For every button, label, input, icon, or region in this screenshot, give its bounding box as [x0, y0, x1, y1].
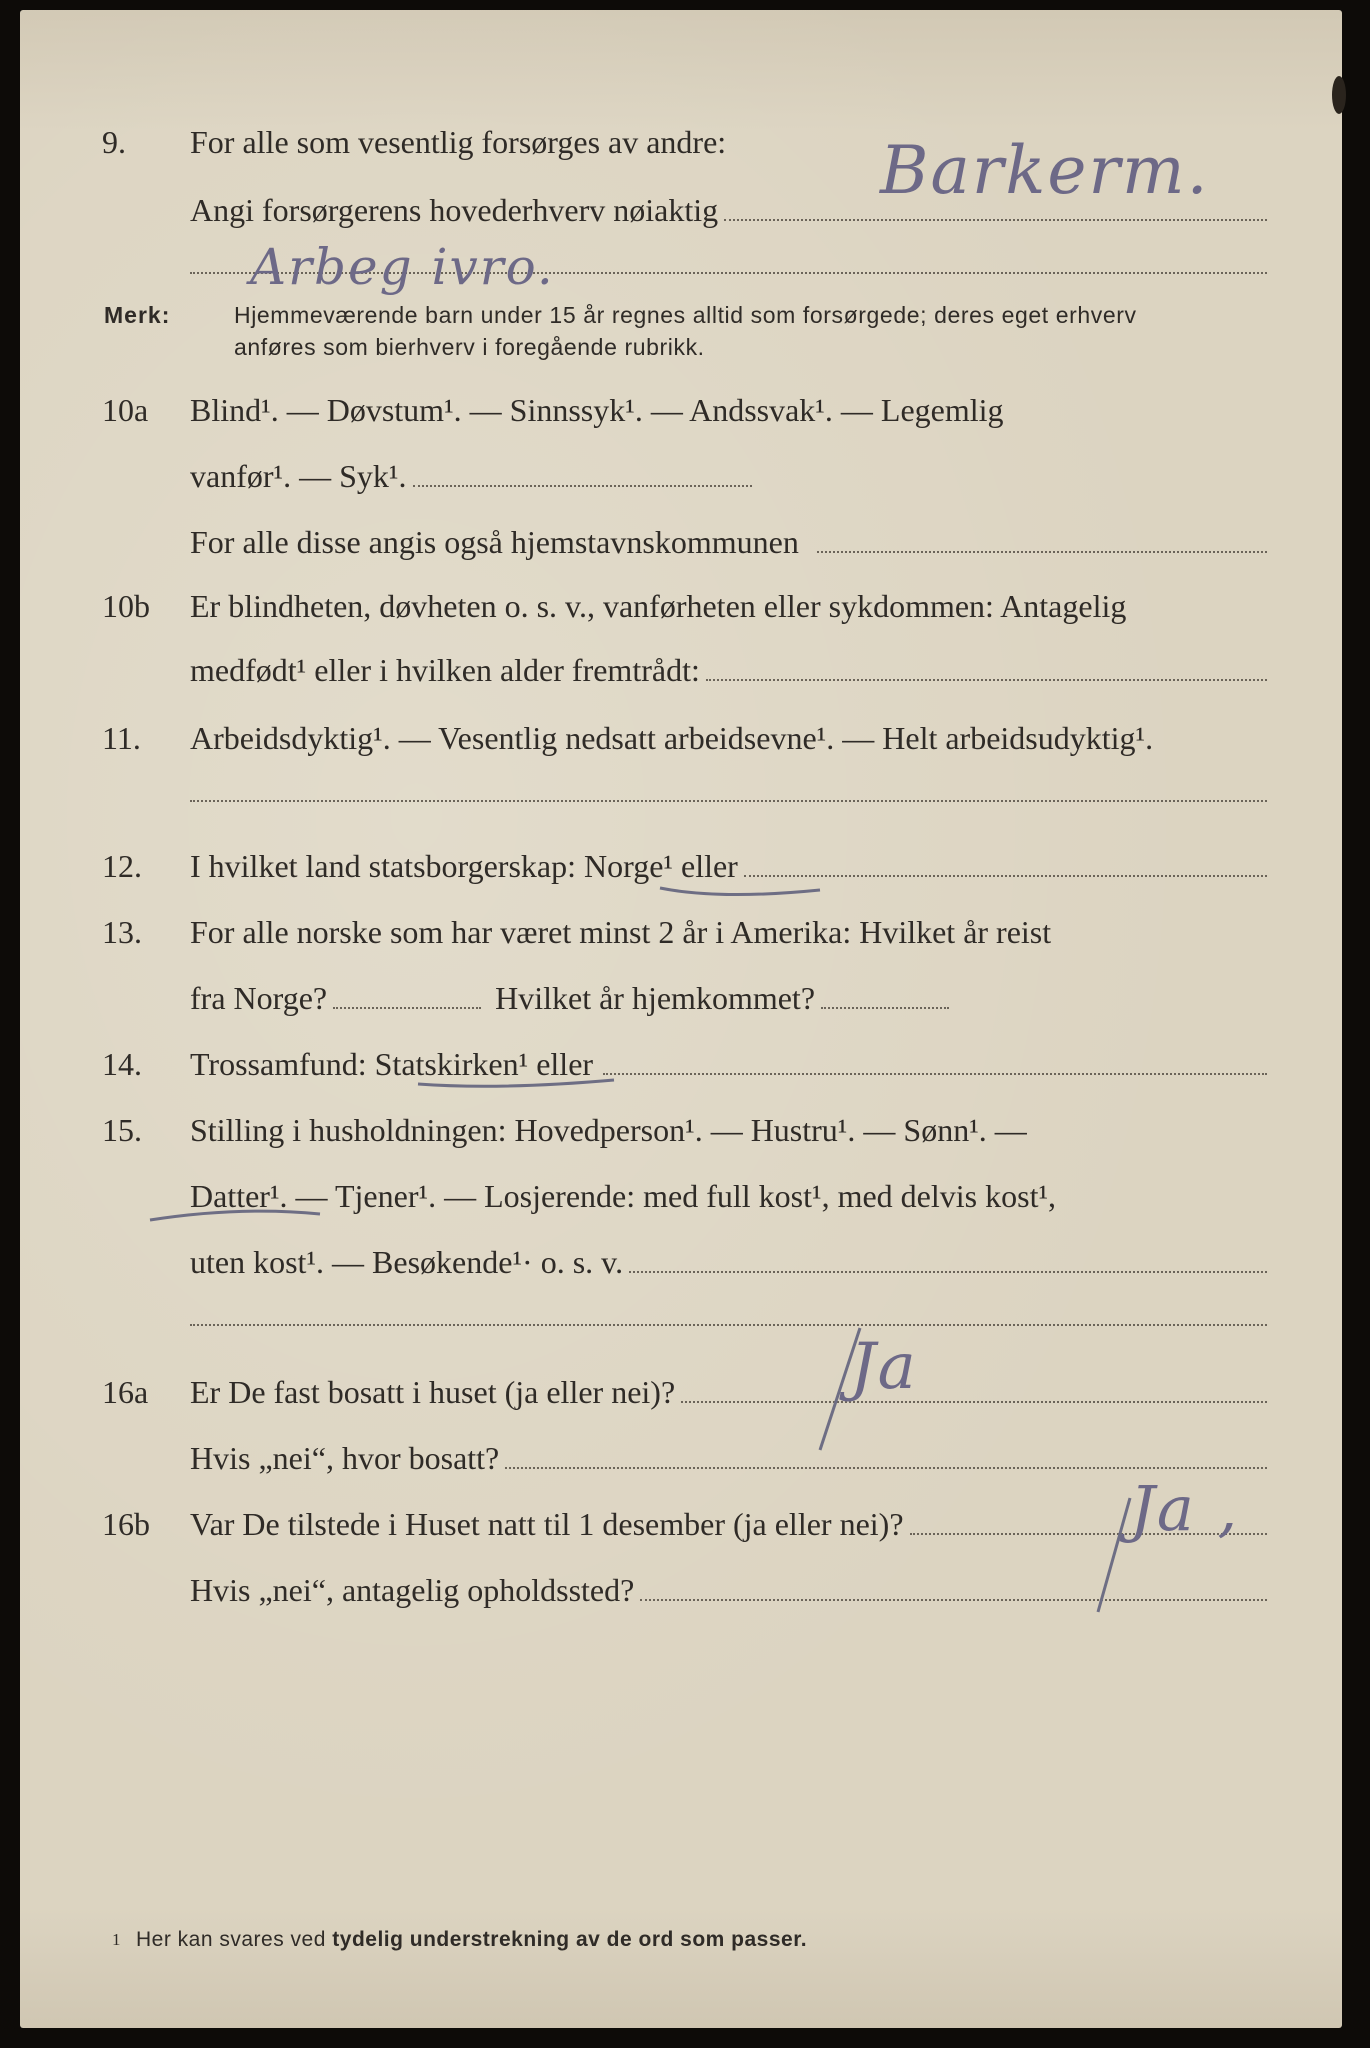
item-12-number: 12. — [102, 848, 142, 884]
underline-norge — [660, 888, 820, 895]
item-15-text-3: uten kost¹. — Besøkende¹· o. s. v. — [190, 1244, 624, 1280]
note-text-1: Hjemmeværende barn under 15 år regnes alltid som forsørgede; deres eget erhverv — [234, 302, 1137, 328]
item-16b-number: 16b — [102, 1506, 150, 1542]
ink-blot — [1332, 76, 1346, 114]
note-text-2: anføres som bierhverv i foregående rubrikk. — [234, 334, 705, 360]
footnote-text — [136, 1928, 807, 1952]
pencil-stroke-16b — [1098, 1498, 1130, 1612]
item-16b-text-1: Var De tilstede i Huset natt til 1 desember (ja eller nei)? — [190, 1506, 904, 1542]
item-13-text-3: Hvilket år hjemkommet? — [495, 980, 816, 1016]
item-10a-text-1: Blind¹. — Døvstum¹. — Sinnssyk¹. — Andssvak¹. — Legemlig — [190, 392, 1004, 428]
item-10b-text-1: Er blindheten, døvheten o. s. v., vanførheten eller sykdommen: Antagelig — [190, 588, 1127, 624]
item-12-text-1: I hvilket land statsborgerskap: Norge¹ eller — [190, 848, 738, 884]
item-15-text-2: Datter¹. — Tjener¹. — Losjerende: med full kost¹, med delvis kost¹, — [190, 1178, 1057, 1214]
item-11-number: 11. — [102, 720, 141, 756]
item-9-handwriting-1: Barkerm. — [880, 132, 1210, 209]
item-10a-text-2: vanfør¹. — Syk¹. — [190, 458, 407, 494]
item-16a-handwriting: Ja — [850, 1330, 918, 1404]
item-16b-handwriting: Ja , — [1130, 1472, 1240, 1545]
item-10b-number: 10b — [102, 588, 150, 624]
census-form-page — [20, 10, 1342, 2028]
note-label: Merk: — [104, 302, 171, 328]
item-16a-number: 16a — [102, 1374, 149, 1410]
item-9-text-1: For alle som vesentlig forsørges av andre: — [190, 124, 727, 160]
footnote-text-2: tydelig understrekning av de ord som passer. — [332, 1928, 808, 1951]
item-14-text-1: Trossamfund: Statskirken¹ eller — [190, 1046, 594, 1082]
item-13-text-1: For alle norske som har været minst 2 år i Amerika: Hvilket år reist — [190, 914, 1052, 950]
item-15-text-1: Stilling i husholdningen: Hovedperson¹. — Hustru¹. — Sønn¹. — — [190, 1112, 1027, 1148]
footnote-text-1: Her kan svares ved — [136, 1928, 326, 1951]
item-9-handwriting-2: Arbeg ivro. — [250, 238, 555, 296]
item-10b-text-2: medfødt¹ eller i hvilken alder fremtrådt: — [190, 652, 700, 688]
item-9-text-2: Angi forsørgerens hovederhverv nøiaktig — [190, 192, 719, 228]
item-13-text-2: fra Norge? — [190, 980, 328, 1016]
item-10a-number: 10a — [102, 392, 149, 428]
item-16a-text-2: Hvis „nei“, hvor bosatt? — [190, 1440, 500, 1476]
item-16b-text-2: Hvis „nei“, antagelig opholdssted? — [190, 1572, 635, 1608]
underline-datter — [150, 1211, 320, 1220]
underline-statskirken — [418, 1080, 614, 1086]
pencil-marks — [20, 10, 1342, 2028]
item-14-number: 14. — [102, 1046, 142, 1082]
item-10a-text-3: For alle disse angis også hjemstavnskommunen — [190, 524, 799, 560]
item-15-number: 15. — [102, 1112, 142, 1148]
item-13-number: 13. — [102, 914, 142, 950]
item-11-text-1: Arbeidsdyktig¹. — Vesentlig nedsatt arbeidsevne¹. — Helt arbeidsudyktig¹. — [190, 720, 1154, 756]
pencil-stroke-16a — [820, 1328, 860, 1450]
item-16a-text-1: Er De fast bosatt i huset (ja eller nei)? — [190, 1374, 676, 1410]
footnote-marker: 1 — [112, 1930, 121, 1949]
item-9-number: 9. — [102, 124, 126, 160]
